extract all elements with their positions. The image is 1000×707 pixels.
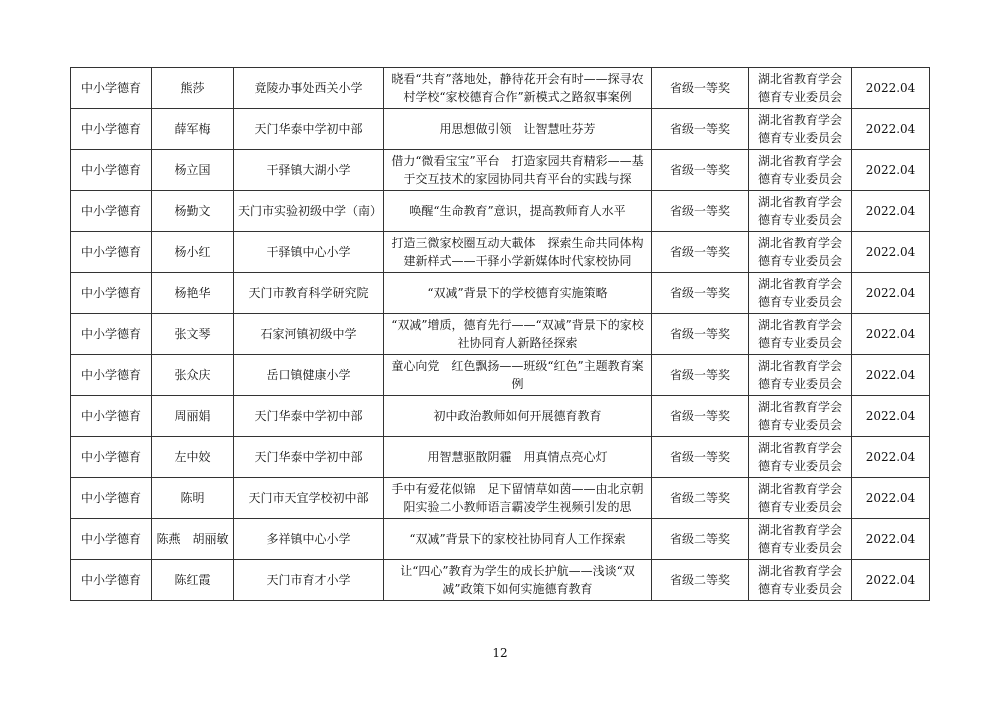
cell-org bbox=[749, 396, 852, 437]
cell-category bbox=[71, 519, 152, 560]
cell-name bbox=[152, 314, 234, 355]
cell-award bbox=[652, 150, 749, 191]
cell-org bbox=[749, 232, 852, 273]
date-text: 2022.04 bbox=[865, 491, 916, 505]
cell-date bbox=[852, 68, 930, 109]
table-row bbox=[71, 273, 930, 314]
name-text: 张众庆 bbox=[174, 368, 211, 382]
cell-school bbox=[234, 314, 384, 355]
category-text: 中小学德育 bbox=[80, 491, 141, 505]
category-text: 中小学德育 bbox=[80, 163, 141, 177]
cell-date bbox=[852, 150, 930, 191]
award-text: 省级二等奖 bbox=[669, 573, 730, 587]
cell-title bbox=[384, 109, 652, 150]
date-text: 2022.04 bbox=[865, 368, 916, 382]
name-text: 熊莎 bbox=[180, 81, 205, 95]
cell-date bbox=[852, 519, 930, 560]
cell-award bbox=[652, 68, 749, 109]
cell-category bbox=[71, 232, 152, 273]
name-text: 杨艳华 bbox=[174, 286, 211, 300]
award-text: 省级一等奖 bbox=[669, 409, 730, 423]
school-text: 天门市天宜学校初中部 bbox=[248, 491, 369, 505]
name-text: 杨立国 bbox=[174, 163, 211, 177]
cell-award bbox=[652, 314, 749, 355]
table-row bbox=[71, 519, 930, 560]
cell-org bbox=[749, 191, 852, 232]
cell-org bbox=[749, 68, 852, 109]
award-text: 省级一等奖 bbox=[669, 286, 730, 300]
table-row bbox=[71, 478, 930, 519]
cell-title bbox=[384, 478, 652, 519]
name-text: 张文琴 bbox=[174, 327, 211, 341]
cell-org bbox=[749, 314, 852, 355]
award-text: 省级一等奖 bbox=[669, 450, 730, 464]
table-row bbox=[71, 150, 930, 191]
org-text: 湖北省教育学会德育专业委员会 bbox=[757, 359, 842, 391]
cell-title bbox=[384, 273, 652, 314]
cell-name bbox=[152, 396, 234, 437]
cell-category bbox=[71, 355, 152, 396]
cell-award bbox=[652, 191, 749, 232]
award-text: 省级一等奖 bbox=[669, 122, 730, 136]
school-text: 干驿镇中心小学 bbox=[266, 245, 351, 259]
date-text: 2022.04 bbox=[865, 286, 916, 300]
title-text: “双减”增质，德育先行——“双减”背景下的家校社协同育人新路径探索 bbox=[391, 318, 644, 350]
cell-title bbox=[384, 519, 652, 560]
org-text: 湖北省教育学会德育专业委员会 bbox=[757, 400, 842, 432]
cell-school bbox=[234, 478, 384, 519]
org-text: 湖北省教育学会德育专业委员会 bbox=[757, 482, 842, 514]
date-text: 2022.04 bbox=[865, 81, 916, 95]
category-text: 中小学德育 bbox=[80, 204, 141, 218]
cell-date bbox=[852, 437, 930, 478]
cell-category bbox=[71, 314, 152, 355]
table-row bbox=[71, 314, 930, 355]
name-text: 周丽娟 bbox=[174, 409, 211, 423]
name-text: 杨小红 bbox=[174, 245, 211, 259]
cell-name bbox=[152, 519, 234, 560]
table-row bbox=[71, 396, 930, 437]
cell-category bbox=[71, 273, 152, 314]
title-text: 晓看“共育”落地处，静待花开会有时——探寻农村学校“家校德育合作”新模式之路叙事案例 bbox=[391, 72, 644, 104]
school-text: 天门华泰中学初中部 bbox=[254, 409, 363, 423]
category-text: 中小学德育 bbox=[80, 573, 141, 587]
cell-school bbox=[234, 396, 384, 437]
school-text: 竟陵办事处西关小学 bbox=[254, 81, 363, 95]
cell-date bbox=[852, 396, 930, 437]
cell-school bbox=[234, 560, 384, 601]
cell-name bbox=[152, 150, 234, 191]
award-text: 省级二等奖 bbox=[669, 532, 730, 546]
school-text: 多祥镇中心小学 bbox=[266, 532, 351, 546]
table-row bbox=[71, 355, 930, 396]
cell-school bbox=[234, 519, 384, 560]
date-text: 2022.04 bbox=[865, 204, 916, 218]
cell-org bbox=[749, 109, 852, 150]
date-text: 2022.04 bbox=[865, 245, 916, 259]
cell-award bbox=[652, 519, 749, 560]
table-row bbox=[71, 109, 930, 150]
cell-school bbox=[234, 109, 384, 150]
cell-category bbox=[71, 109, 152, 150]
cell-category bbox=[71, 68, 152, 109]
date-text: 2022.04 bbox=[865, 409, 916, 423]
awards-table bbox=[70, 67, 930, 601]
category-text: 中小学德育 bbox=[80, 286, 141, 300]
cell-date bbox=[852, 478, 930, 519]
date-text: 2022.04 bbox=[865, 163, 916, 177]
category-text: 中小学德育 bbox=[80, 368, 141, 382]
cell-school bbox=[234, 150, 384, 191]
cell-school bbox=[234, 273, 384, 314]
cell-org bbox=[749, 273, 852, 314]
table-body bbox=[71, 68, 930, 601]
date-text: 2022.04 bbox=[865, 450, 916, 464]
school-text: 石家河镇初级中学 bbox=[260, 327, 357, 341]
title-text: 让“四心”教育为学生的成长护航——浅谈“双减”政策下如何实施德育教育 bbox=[400, 564, 635, 596]
category-text: 中小学德育 bbox=[80, 327, 141, 341]
cell-title bbox=[384, 191, 652, 232]
page-number: 12 bbox=[492, 646, 508, 660]
cell-name bbox=[152, 437, 234, 478]
date-text: 2022.04 bbox=[865, 573, 916, 587]
cell-award bbox=[652, 396, 749, 437]
school-text: 天门华泰中学初中部 bbox=[254, 122, 363, 136]
title-text: 用智慧驱散阴霾 用真情点亮心灯 bbox=[427, 450, 608, 464]
award-text: 省级一等奖 bbox=[669, 81, 730, 95]
name-text: 陈明 bbox=[180, 491, 205, 505]
school-text: 干驿镇大湖小学 bbox=[266, 163, 351, 177]
title-text: 手中有爱花似锦 足下留情草如茵——由北京朝阳实验二小教师语言霸凌学生视频引发的思 bbox=[391, 482, 644, 514]
org-text: 湖北省教育学会德育专业委员会 bbox=[757, 236, 842, 268]
cell-title bbox=[384, 355, 652, 396]
cell-award bbox=[652, 273, 749, 314]
cell-org bbox=[749, 519, 852, 560]
title-text: 借力“微看宝宝”平台 打造家园共育精彩——基于交互技术的家园协同共育平台的实践与探 bbox=[391, 154, 644, 186]
name-text: 薛军梅 bbox=[174, 122, 211, 136]
cell-award bbox=[652, 437, 749, 478]
cell-category bbox=[71, 191, 152, 232]
name-text: 陈红霞 bbox=[174, 573, 211, 587]
award-text: 省级一等奖 bbox=[669, 163, 730, 177]
cell-date bbox=[852, 560, 930, 601]
cell-org bbox=[749, 478, 852, 519]
cell-award bbox=[652, 355, 749, 396]
category-text: 中小学德育 bbox=[80, 532, 141, 546]
category-text: 中小学德育 bbox=[80, 122, 141, 136]
cell-name bbox=[152, 109, 234, 150]
org-text: 湖北省教育学会德育专业委员会 bbox=[757, 523, 842, 555]
name-text: 左中姣 bbox=[174, 450, 211, 464]
date-text: 2022.04 bbox=[865, 327, 916, 341]
category-text: 中小学德育 bbox=[80, 245, 141, 259]
cell-school bbox=[234, 437, 384, 478]
cell-category bbox=[71, 396, 152, 437]
org-text: 湖北省教育学会德育专业委员会 bbox=[757, 113, 842, 145]
cell-date bbox=[852, 273, 930, 314]
cell-category bbox=[71, 150, 152, 191]
cell-award bbox=[652, 109, 749, 150]
title-text: 打造三微家校圈互动大載体 探索生命共同体构建新样式——干驿小学新媒体时代家校协同 bbox=[391, 236, 644, 268]
org-text: 湖北省教育学会德育专业委员会 bbox=[757, 72, 842, 104]
org-text: 湖北省教育学会德育专业委员会 bbox=[757, 154, 842, 186]
cell-title bbox=[384, 150, 652, 191]
category-text: 中小学德育 bbox=[80, 409, 141, 423]
table-row bbox=[71, 68, 930, 109]
date-text: 2022.04 bbox=[865, 532, 916, 546]
award-text: 省级一等奖 bbox=[669, 327, 730, 341]
school-text: 岳口镇健康小学 bbox=[266, 368, 351, 382]
cell-title bbox=[384, 437, 652, 478]
cell-school bbox=[234, 68, 384, 109]
cell-name bbox=[152, 560, 234, 601]
cell-org bbox=[749, 150, 852, 191]
table-row bbox=[71, 560, 930, 601]
org-text: 湖北省教育学会德育专业委员会 bbox=[757, 564, 842, 596]
table-row bbox=[71, 191, 930, 232]
org-text: 湖北省教育学会德育专业委员会 bbox=[757, 277, 842, 309]
school-text: 天门市育才小学 bbox=[266, 573, 351, 587]
title-text: “双减”背景下的学校德育实施策略 bbox=[427, 286, 608, 300]
cell-category bbox=[71, 478, 152, 519]
school-text: 天门市实验初级中学（南） bbox=[238, 204, 383, 218]
cell-title bbox=[384, 396, 652, 437]
table-row bbox=[71, 437, 930, 478]
award-text: 省级一等奖 bbox=[669, 368, 730, 382]
org-text: 湖北省教育学会德育专业委员会 bbox=[757, 441, 842, 473]
org-text: 湖北省教育学会德育专业委员会 bbox=[757, 195, 842, 227]
date-text: 2022.04 bbox=[865, 122, 916, 136]
table-row bbox=[71, 232, 930, 273]
cell-name bbox=[152, 355, 234, 396]
name-text: 陈燕 胡丽敏 bbox=[156, 532, 229, 546]
cell-org bbox=[749, 560, 852, 601]
cell-name bbox=[152, 191, 234, 232]
cell-name bbox=[152, 232, 234, 273]
cell-award bbox=[652, 560, 749, 601]
title-text: “双减”背景下的家校社协同育人工作探索 bbox=[409, 532, 626, 546]
cell-school bbox=[234, 232, 384, 273]
cell-name bbox=[152, 68, 234, 109]
award-text: 省级一等奖 bbox=[669, 245, 730, 259]
school-text: 天门市教育科学研究院 bbox=[248, 286, 369, 300]
cell-date bbox=[852, 109, 930, 150]
cell-category bbox=[71, 437, 152, 478]
title-text: 初中政治教师如何开展德育教育 bbox=[433, 409, 602, 423]
cell-award bbox=[652, 478, 749, 519]
award-text: 省级一等奖 bbox=[669, 204, 730, 218]
school-text: 天门华泰中学初中部 bbox=[254, 450, 363, 464]
name-text: 杨勤文 bbox=[174, 204, 211, 218]
cell-title bbox=[384, 68, 652, 109]
category-text: 中小学德育 bbox=[80, 450, 141, 464]
cell-name bbox=[152, 273, 234, 314]
cell-award bbox=[652, 232, 749, 273]
cell-school bbox=[234, 355, 384, 396]
cell-org bbox=[749, 355, 852, 396]
cell-name bbox=[152, 478, 234, 519]
cell-date bbox=[852, 314, 930, 355]
title-text: 用思想做引领 让智慧吐芬芳 bbox=[439, 122, 596, 136]
cell-school bbox=[234, 191, 384, 232]
cell-date bbox=[852, 355, 930, 396]
cell-title bbox=[384, 314, 652, 355]
title-text: 童心向党 红色飘扬——班级“红色”主题教育案例 bbox=[391, 359, 644, 391]
cell-date bbox=[852, 232, 930, 273]
cell-date bbox=[852, 191, 930, 232]
cell-category bbox=[71, 560, 152, 601]
cell-title bbox=[384, 232, 652, 273]
award-text: 省级二等奖 bbox=[669, 491, 730, 505]
org-text: 湖北省教育学会德育专业委员会 bbox=[757, 318, 842, 350]
cell-org bbox=[749, 437, 852, 478]
title-text: 唤醒“生命教育”意识，提高教师育人水平 bbox=[409, 204, 626, 218]
category-text: 中小学德育 bbox=[80, 81, 141, 95]
cell-title bbox=[384, 560, 652, 601]
